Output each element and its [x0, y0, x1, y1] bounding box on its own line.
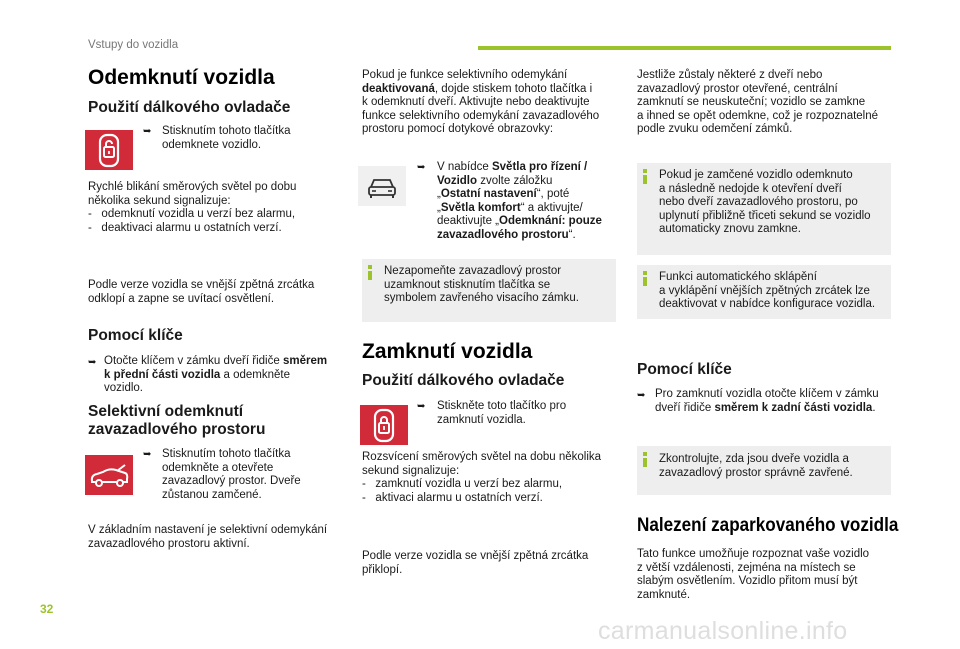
- unlock-title: Odemknutí vozidla: [88, 66, 275, 89]
- info-note-trunk-lock: Nezapomeňte zavazadlový prostor uzamknout stisknutím tlačítka se symbolem zavřeného visacího zámku.: [362, 259, 616, 322]
- info-note-check-doors: Zkontrolujte, zda jsou dveře vozidla a zavazadlový prostor správně zavřené.: [637, 446, 891, 495]
- info-icon: [643, 169, 647, 184]
- lock-remote-icon: [360, 405, 408, 445]
- bullet-icon: ➥: [417, 162, 426, 173]
- lock-remote-instruction: Stiskněte toto tlačítko pro zamknutí vozidla.: [437, 400, 567, 426]
- unlock-key-instruction: Otočte klíčem v zámku dveří řidiče směrem k přední části vozidla a odemkněte vozidlo.: [104, 355, 328, 395]
- selective-unlock-heading: Selektivní odemknutí zavazadlového prostoru: [88, 403, 266, 438]
- relock-text: Jestliže zůstaly některé z dveří nebo zavazadlový prostor otevřené, centrální zamknutí se neuskuteční; vozidlo se zamkne a ihned se opět odemkne, což je rozpoznatelné podle zvuku odemčení zámků.: [637, 69, 879, 136]
- header-accent-bar: [478, 46, 891, 50]
- info-note-auto-relock: Pokud je zamčené vozidlo odemknuto a následně nedojde k otevření dveří nebo dveří zavazadlového prostoru, po uplynutí přibližně třiceti sekund se vozidlo automaticky znovu zamkne.: [637, 163, 891, 255]
- lock-key-heading: Pomocí klíče: [637, 361, 732, 378]
- car-settings-icon: [358, 166, 406, 206]
- trunk-unlock-button: [85, 455, 133, 495]
- unlock-remote-icon: [85, 130, 133, 170]
- bullet-icon: ➥: [88, 357, 97, 368]
- trunk-unlock-instruction: Stisknutím tohoto tlačítka odemkněte a otevřete zavazadlový prostor. Dveře zůstanou zamčené.: [162, 448, 301, 501]
- unlock-key-heading: Pomocí klíče: [88, 327, 183, 344]
- watermark: carmanualsonline.info: [598, 617, 848, 645]
- locate-title: Nalezení zaparkovaného vozidla: [637, 515, 899, 536]
- bullet-icon: ➥: [637, 390, 646, 401]
- info-icon: [643, 271, 647, 286]
- unlock-remote-button: [85, 130, 133, 170]
- unlock-mirrors-text: Podle verze vozidla se vnější zpětná zrcátka odklopí a zapne se uvítací osvětlení.: [88, 279, 315, 305]
- car-settings-box: [358, 166, 406, 206]
- lock-mirrors-text: Podle verze vozidla se vnější zpětná zrcátka přiklopí.: [362, 550, 589, 576]
- page-number: 32: [40, 602, 54, 616]
- lock-key-instruction: Pro zamknutí vozidla otočte klíčem v zámku dveří řidiče směrem k zadní části vozidla.: [655, 388, 879, 414]
- unlock-signal-text: Rychlé blikání směrových světel po dobu několika sekund signalizuje: - odemknutí vozidla u verzí bez alarmu, - deaktivaci alarmu u ostatních verzí.: [88, 181, 297, 234]
- lock-signal-text: Rozsvícení směrových světel na dobu několika sekund signalizuje: - zamknutí vozidla u verzí bez alarmu, - aktivaci alarmu u ostatních verzí.: [362, 451, 602, 504]
- menu-instruction: V nabídce Světla pro řízení / Vozidlo zvolte záložku „Ostatní nastavení“, poté „Světla komfort“ a aktivujte/ deaktivujte „Odemknání: pouze zavazadlového prostoru“.: [437, 161, 602, 241]
- bullet-icon: ➥: [417, 401, 426, 412]
- selective-default-text: V základním nastavení je selektivní odemykání zavazadlového prostoru aktivní.: [88, 524, 328, 550]
- header-section-title: Vstupy do vozidla: [88, 39, 179, 51]
- unlock-remote-heading: Použití dálkového ovladače: [88, 99, 291, 116]
- bullet-icon: ➥: [143, 449, 152, 460]
- lock-remote-button: [360, 405, 408, 445]
- locate-text: Tato funkce umožňuje rozpoznat vaše vozidlo z větší vzdálenosti, zejména na místech se slabým osvětlením. Vozidlo přitom musí být zamknuté.: [637, 548, 870, 601]
- lock-remote-heading: Použití dálkového ovladače: [362, 372, 565, 389]
- info-note-mirrors: Funkci automatického sklápění a vyklápění vnějších zpětných zrcátek lze deaktivovat v nabídce konfigurace vozidla.: [637, 265, 891, 319]
- lock-title: Zamknutí vozidla: [362, 340, 533, 363]
- unlock-remote-instruction: Stisknutím tohoto tlačítka odemknete vozidlo.: [162, 125, 291, 151]
- info-icon: [643, 452, 647, 467]
- info-icon: [368, 265, 372, 280]
- selective-deactivated-text: Pokud je funkce selektivního odemykání deaktivovaná, dojde stiskem tohoto tlačítka i k odemknutí dveří. Aktivujte nebo deaktivujte funkce selektivního odemykání zavazadlového prostoru pomocí dotykové obrazovky:: [362, 69, 600, 136]
- bullet-icon: ➥: [143, 126, 152, 137]
- trunk-unlock-icon: [85, 455, 133, 495]
